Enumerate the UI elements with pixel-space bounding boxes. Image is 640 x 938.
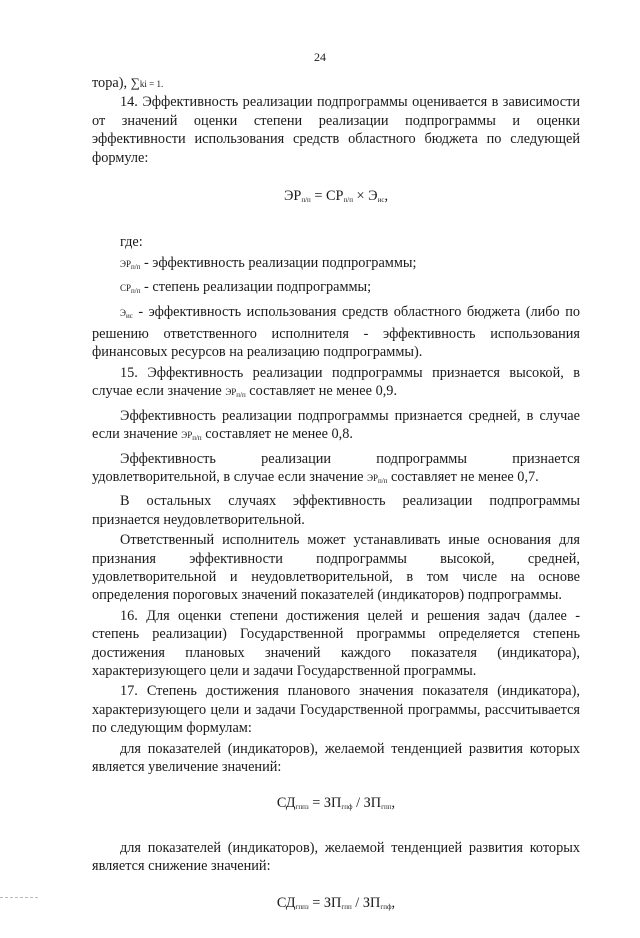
paragraph-17: 17. Степень достижения планового значения показателя (индикатора), характеризующего цели и задачи Государственной программы, рассчитывается по следующим формулам: <box>92 683 580 737</box>
formula-decrease: $СД_{гппз} = ЗП_{гпп} / ЗП_{гпф}$, <box>276 894 396 911</box>
scan-edge-mark <box>0 897 38 899</box>
paragraph-15-unsatisfactory: В остальных случаях эффективность реализации подпрограммы признается неудовлетворительной. <box>92 493 580 528</box>
paragraph-17-decrease: для показателей (индикаторов), желаемой тенденцией развития которых является снижение значений: <box>92 839 580 875</box>
continuation-line: тора), ∑ki = 1. <box>92 75 164 91</box>
paragraph-15-other-grounds: Ответственный исполнитель может устанавливать иные основания для признания эффективности подпрограммы высокой, средней, удовлетворительной и неудовлетворительной, в том числе на основе определения пороговых значений показателей (индикаторов) подпрограммы. <box>92 532 580 604</box>
paragraph-14: 14. Эффективность реализации подпрограммы оценивается в зависимости от значений оценки степени реализации подпрограммы и оценки эффективности использования средств областного бюджета по следующей формуле: <box>92 94 580 166</box>
paragraph-17-increase: для показателей (индикаторов), желаемой тенденцией развития которых является увеличение значений: <box>92 740 580 775</box>
definition-sr: $СР_{п/п}$ - степень реализации подпрограммы; <box>120 279 372 296</box>
paragraph-16: 16. Для оценки степени достижения целей и решения задач (далее - степень реализации) Государственной программы определяется степень достижения плановых значений каждого показателя (индикатора), характеризующего цели и задачи Государственной программы. <box>92 607 580 679</box>
formula-increase: $СД_{гппз} = ЗП_{гпф} / ЗП_{гпп}$, <box>276 795 396 812</box>
paragraph-15-satisfactory: Эффективность реализации подпрограммы признается удовлетворительной, в случае если значение $ЭР_{п/п}$ составляет не менее 0,7. <box>92 450 580 485</box>
paragraph-15-high: 15. Эффективность реализации подпрограммы признается высокой, в случае если значение $ЭР_{п/п}$ составляет не менее 0,9. <box>92 364 580 400</box>
where-label: где: <box>120 234 143 251</box>
definition-er: $ЭР_{п/п}$ - эффективность реализации подпрограммы; <box>120 254 417 271</box>
formula-efficiency: $ЭР_{п/п} = СР_{п/п} \times Э_{ис}$, <box>283 188 389 205</box>
sum-symbol: ∑ <box>130 75 140 90</box>
definition-eis: $Э_{ис}$ - эффективность использования средств областного бюджета (либо по решению ответственного исполнителя - эффективность использования финансовых ресурсов на реализацию подпрограммы). <box>92 303 580 361</box>
document-body <box>92 74 580 938</box>
paragraph-15-medium: Эффективность реализации подпрограммы признается средней, в случае если значение $ЭР_{п/п}$ составляет не менее 0,8. <box>92 407 580 443</box>
page-number: 24 <box>314 50 326 64</box>
sum-expression: ki = 1. <box>139 79 164 89</box>
